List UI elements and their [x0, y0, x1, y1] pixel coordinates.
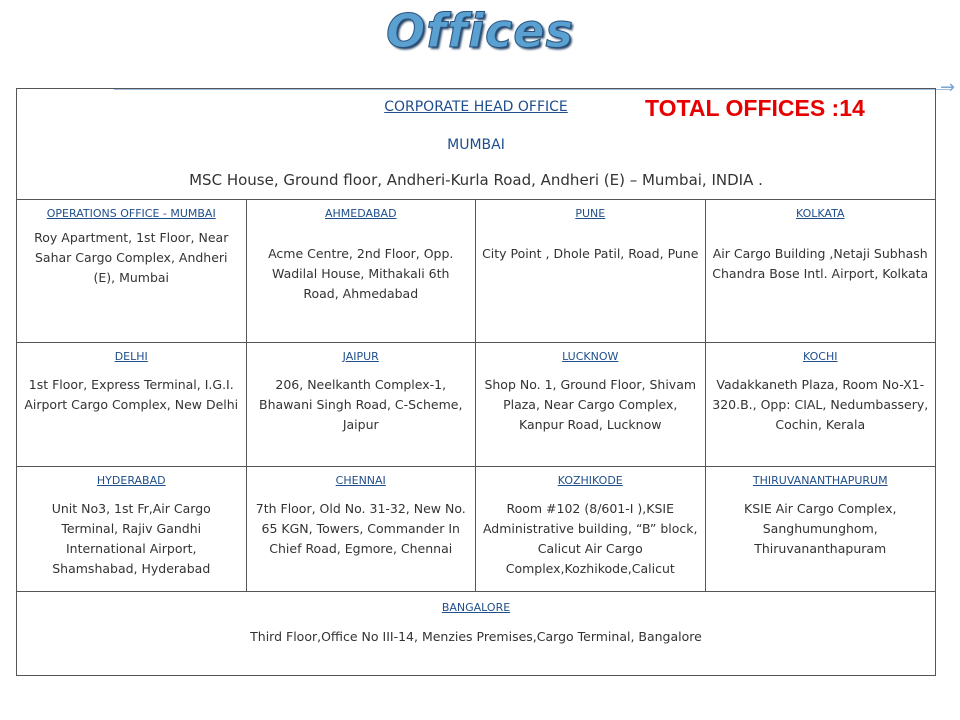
office-cell: [706, 343, 936, 466]
office-heading: KOZHIKODE: [557, 474, 623, 487]
office-address: Roy Apartment, 1st Floor, Near Sahar Cargo Complex, Andheri (E), Mumbai: [34, 230, 229, 285]
office-cell: [706, 200, 936, 342]
office-heading: [23, 206, 240, 222]
office-address: Unit No3, 1st Fr,Air Cargo Terminal, Rajiv Gandhi International Airport, Shamshabad, Hyderabad: [51, 501, 211, 576]
office-address: City Point , Dhole Patil, Road, Pune: [482, 246, 699, 261]
office-heading: AHMEDABAD: [324, 207, 397, 220]
head-office-heading: CORPORATE HEAD OFFICE: [384, 99, 568, 115]
office-cell: [476, 200, 706, 342]
office-heading-suffix: - MUMBAI: [162, 207, 216, 220]
office-heading: LUCKNOW: [562, 350, 619, 363]
office-address: Shop No. 1, Ground Floor, Shivam Plaza, Near Cargo Complex, Kanpur Road, Lucknow: [484, 377, 697, 432]
office-address: Room #102 (8/601-I ),KSIE Administrative building, “B” block, Calicut Air Cargo Complex,Kozhikode,Calicut: [482, 501, 698, 576]
office-address: 7th Floor, Old No. 31-32, New No. 65 KGN, Towers, Commander In Chief Road, Egmore, Chennai: [255, 501, 466, 556]
office-cell: [17, 467, 247, 591]
offices-table: [16, 88, 936, 676]
office-cell: [17, 343, 247, 466]
office-heading: DELHI: [114, 350, 148, 363]
bangalore-heading: BANGALORE: [441, 601, 511, 614]
bangalore-address: Third Floor,Office No III-14, Menzies Premises,Cargo Terminal, Bangalore: [250, 629, 702, 644]
head-office-address: MSC House, Ground floor, Andheri-Kurla Road, Andheri (E) – Mumbai, INDIA .: [189, 171, 763, 189]
head-office-section: [17, 89, 935, 199]
office-heading: PUNE: [575, 207, 606, 220]
table-row: [17, 200, 935, 343]
office-heading: CHENNAI: [335, 474, 386, 487]
office-heading: JAIPUR: [342, 350, 379, 363]
office-cell: [706, 467, 936, 591]
office-heading: KOLKATA: [796, 207, 845, 220]
table-row: [17, 467, 935, 592]
page-title: Offices: [386, 4, 574, 58]
office-heading-text: OPERATIONS OFFICE: [46, 207, 163, 220]
office-cell: [476, 467, 706, 591]
office-address: 1st Floor, Express Terminal, I.G.I. Airport Cargo Complex, New Delhi: [24, 377, 239, 412]
total-offices-label: TOTAL OFFICES :14: [645, 95, 865, 121]
office-address: Air Cargo Building ,Netaji Subhash Chandra Bose Intl. Airport, Kolkata: [712, 246, 929, 281]
office-address: KSIE Air Cargo Complex, Sanghumunghom, Thiruvananthapuram: [744, 501, 897, 556]
head-office-city: MUMBAI: [447, 137, 505, 153]
office-address: Acme Centre, 2nd Floor, Opp. Wadilal House, Mithakali 6th Road, Ahmedabad: [268, 246, 454, 301]
office-heading: KOCHI: [803, 350, 838, 363]
office-heading: HYDERABAD: [96, 474, 166, 487]
office-cell: [247, 467, 477, 591]
office-grid: [17, 199, 935, 592]
office-cell: [476, 343, 706, 466]
table-row: [17, 343, 935, 467]
arrow-right-icon: →: [940, 77, 956, 98]
office-address: Vadakkaneth Plaza, Room No-X1-320.B., Opp: CIAL, Nedumbassery, Cochin, Kerala: [712, 377, 929, 432]
office-cell: [247, 343, 477, 466]
office-cell: [247, 200, 477, 342]
bangalore-section: [17, 591, 935, 675]
office-heading: THIRUVANANTHAPURUM: [752, 474, 888, 487]
office-cell: [17, 200, 247, 342]
office-address: 206, Neelkanth Complex-1, Bhawani Singh Road, C-Scheme, Jaipur: [259, 377, 463, 432]
